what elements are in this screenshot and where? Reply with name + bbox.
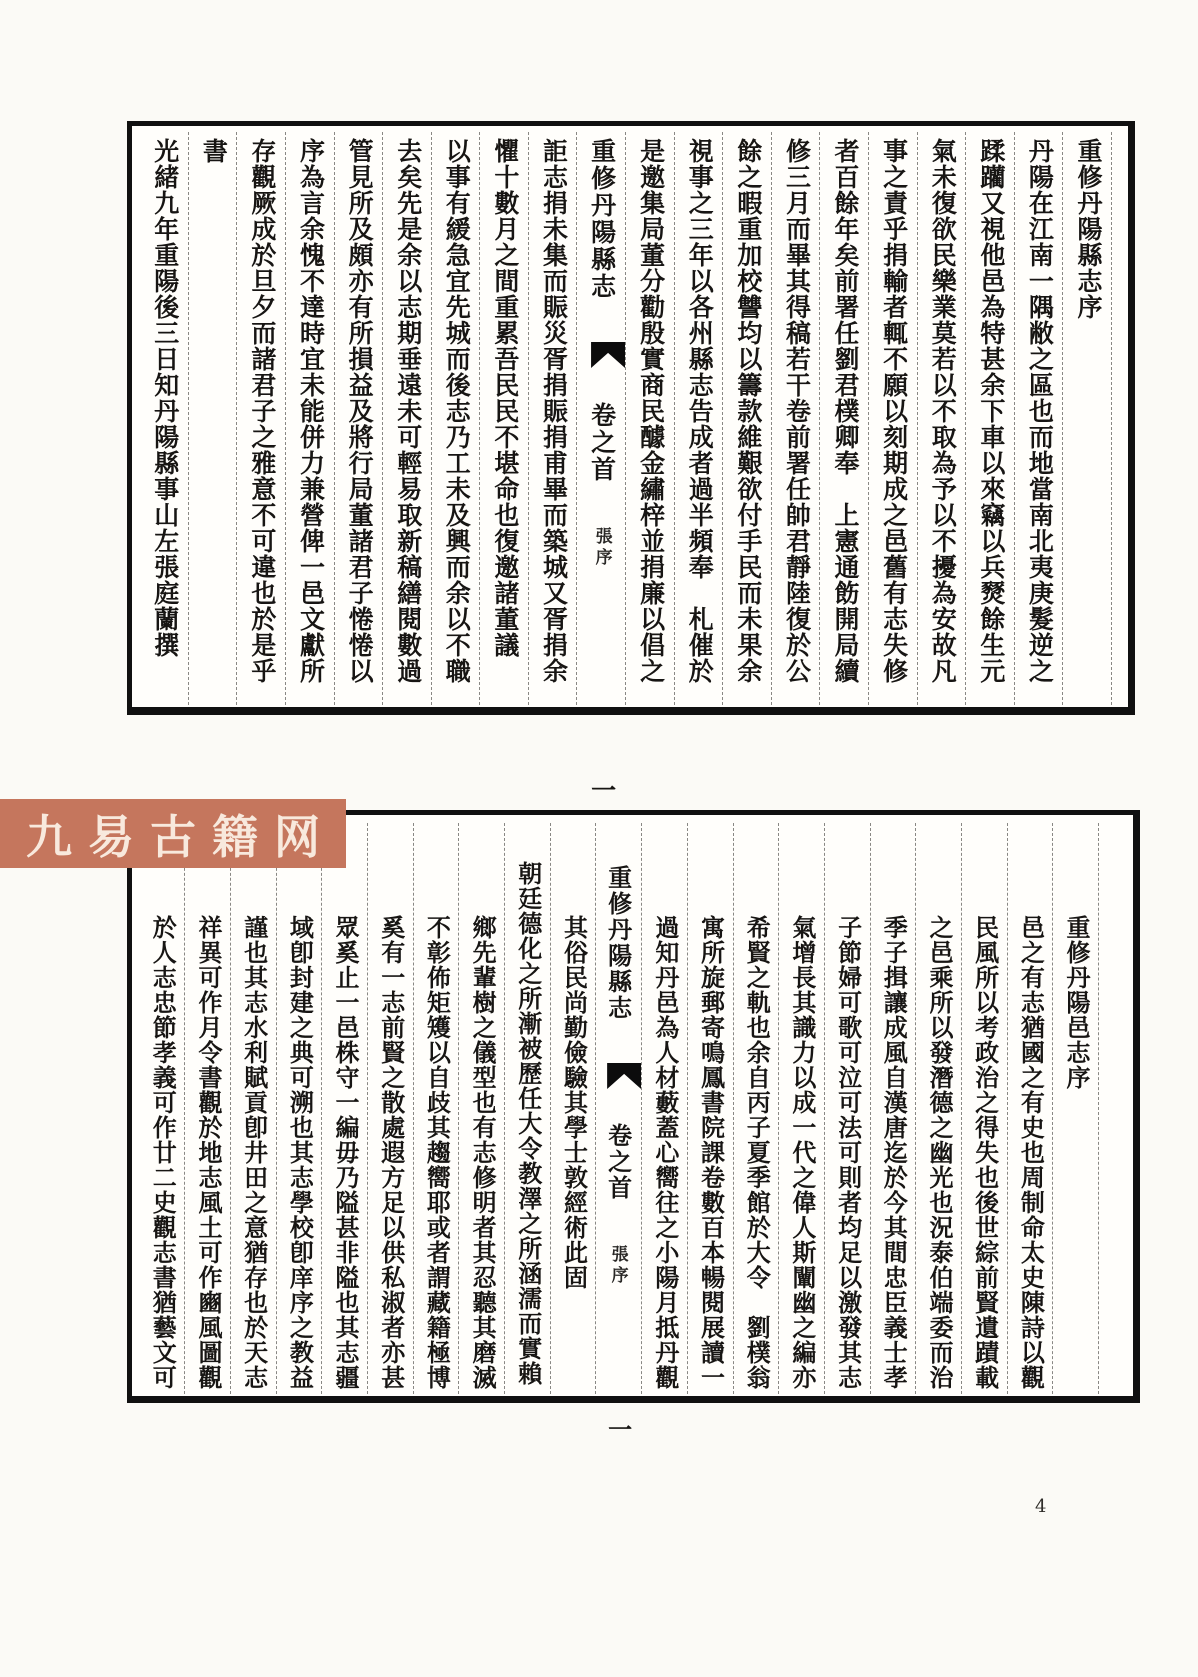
preface-author-label: 張序 <box>607 1245 628 1287</box>
text-column: 邑之有志猶國之有史也周制命太史陳詩以觀 <box>1008 823 1054 1394</box>
fishtail-mark-icon <box>591 342 625 368</box>
top-page-columns <box>132 126 1128 803</box>
text-column: 懼十數月之間重累吾民民不堪命也復邀諸董議 <box>480 132 529 705</box>
volume-label: 卷之首 <box>587 402 617 483</box>
text-column: 謹也其志水利賦貢卽井田之意猶存也於天志 <box>231 823 277 1394</box>
text-column: 域卽封建之典可溯也其志學校卽庠序之教益 <box>277 823 323 1394</box>
watermark-banner <box>0 799 346 868</box>
text-column: 希賢之軌也余自丙子夏季館於大令 劉樸翁 <box>734 823 780 1394</box>
page-header-column <box>577 132 626 803</box>
text-column: 以事有緩急宜先城而後志乃工未及興而余以不職 <box>432 132 481 705</box>
text-column: 管見所及頗亦有所損益及將行局董諸君子惓惓以 <box>335 132 384 705</box>
folio-number: 一 <box>587 777 617 803</box>
text-column: 氣未復欲民樂業莫若以不取為予以不擾為安故凡 <box>918 132 967 705</box>
text-column: 重修丹陽邑志序 <box>1053 823 1099 1394</box>
book-title: 重修丹陽縣志 <box>587 138 617 300</box>
text-column: 奚有一志前賢之散處遐方足以供私淑者亦甚 <box>368 823 414 1394</box>
text-column: 寓所旋郵寄鳴鳳書院課卷數百本暢閱展讀一 <box>688 823 734 1394</box>
fishtail-mark-icon <box>607 1063 641 1089</box>
book-title: 重修丹陽縣志 <box>603 865 633 1021</box>
text-column: 其俗民尚勤儉驗其學士敦經術此固 <box>551 823 597 1394</box>
text-column: 子節婦可歌可泣可法可則者均足以激發其志 <box>825 823 871 1394</box>
text-column-elevated-honorific: 朝廷德化之所漸被歷任大令教澤之所涵濡而實賴 <box>505 823 551 1394</box>
scan-page-top <box>127 121 1135 803</box>
page-header-column <box>596 823 642 1442</box>
scan-page-bottom <box>127 810 1140 1442</box>
text-column: 季子揖讓成風自漢唐迄於今其間忠臣義士孝 <box>871 823 917 1394</box>
text-column: 眾奚止一邑株守一編毋乃隘甚非隘也其志疆 <box>322 823 368 1394</box>
text-column: 氣增長其識力以成一代之偉人斯闡幽之編亦 <box>779 823 825 1394</box>
text-column: 事之責乎捐輸者輒不願以刻期成之邑舊有志失修 <box>869 132 918 705</box>
bottom-page-columns <box>132 815 1133 1442</box>
text-column: 民風所以考政治之得失也後世綜前賢遺蹟載 <box>962 823 1008 1394</box>
text-column: 詎志捐未集而賑災胥捐賑捐甫畢而築城又胥捐余 <box>529 132 578 705</box>
text-column: 者百餘年矣前署任劉君樸卿奉 上憲通飭開局續 <box>820 132 869 705</box>
text-column: 餘之暇重加校讐均以籌款維艱欲付手民而未果余 <box>723 132 772 705</box>
text-column: 序為言余愧不達時宜未能併力兼營俾一邑文獻所 <box>286 132 335 705</box>
text-column: 視事之三年以各州縣志告成者過半頻奉 札催於 <box>675 132 724 705</box>
page-number: 4 <box>1035 1496 1048 1517</box>
preface-author-label: 張序 <box>591 527 612 569</box>
watermark-text: 九易古籍网 <box>26 809 336 864</box>
text-column: 之邑乘所以發潛德之幽光也況泰伯端委而治 <box>916 823 962 1394</box>
text-column: 重修丹陽縣志序 <box>1063 132 1112 705</box>
text-column: 存觀厥成於旦夕而諸君子之雅意不可違也於是乎 <box>237 132 286 705</box>
volume-label: 卷之首 <box>603 1123 633 1201</box>
text-column: 修三月而畢其得稿若干卷前署任帥君靜陸復於公 <box>772 132 821 705</box>
text-column: 蹂躪又視他邑為特甚余下車以來竊以兵燹餘生元 <box>966 132 1015 705</box>
text-column: 丹陽在江南一隅敝之區也而地當南北夷庚髮逆之 <box>1015 132 1064 705</box>
text-column: 祥異可作月令書觀於地志風土可作豳風圖觀 <box>185 823 231 1394</box>
text-column: 於人志忠節孝義可作廿二史觀志書猶藝文可 <box>140 823 186 1394</box>
text-column: 書 <box>189 132 238 705</box>
text-column: 鄉先輩樹之儀型也有志修明者其忍聽其磨滅 <box>459 823 505 1394</box>
text-column: 光緒九年重陽後三日知丹陽縣事山左張庭蘭撰 <box>140 132 189 705</box>
text-column: 不彰佈矩矱以自歧其趨嚮耶或者謂藏籍極博 <box>414 823 460 1394</box>
text-column: 過知丹邑為人材藪蓋心嚮往之小陽月抵丹觀 <box>642 823 688 1394</box>
text-column: 是邀集局董分勸殷實商民醵金繡梓並捐廉以倡之 <box>626 132 675 705</box>
text-column: 去矣先是余以志期垂遠未可輕易取新稿繕閱數過 <box>383 132 432 705</box>
folio-number: 一 <box>603 1417 633 1442</box>
